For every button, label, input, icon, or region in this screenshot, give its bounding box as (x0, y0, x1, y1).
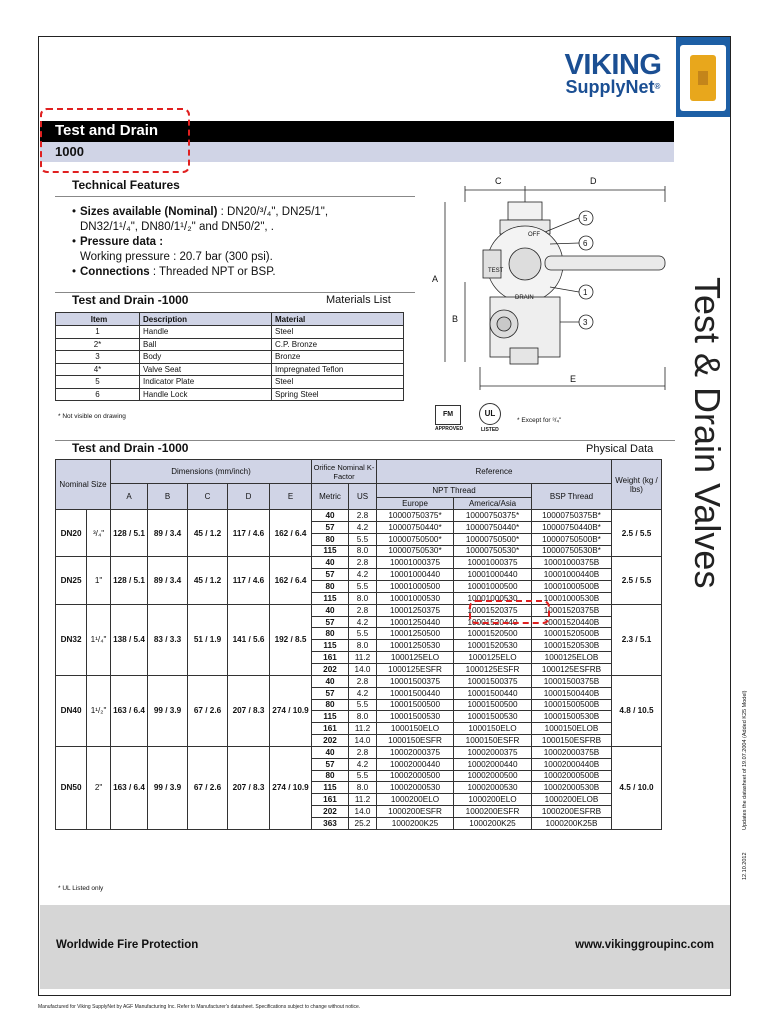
bsp-cell: 1000150ELOB (532, 723, 612, 735)
k-us-cell: 2.8 (349, 746, 377, 758)
label-drain: DRAIN (515, 295, 534, 301)
k-metric-cell: 57 (312, 569, 349, 581)
highlight-annotation-title (40, 108, 190, 173)
nominal-dn-cell: DN20 (56, 510, 87, 557)
bsp-cell: 10001500530B (532, 711, 612, 723)
npt-europe-cell: 10001250440 (377, 616, 454, 628)
dim-b-cell: 89 / 3.4 (148, 557, 188, 604)
ul-listed-logo: UL (479, 403, 501, 425)
npt-europe-cell: 10001250500 (377, 628, 454, 640)
k-us-cell: 8.0 (349, 782, 377, 794)
callout-6: 6 (583, 239, 588, 248)
k-us-cell: 11.2 (349, 652, 377, 664)
npt-europe-cell: 1000200ELO (377, 794, 454, 806)
nominal-inch-cell: 1¹/₄" (87, 604, 111, 675)
table-row (56, 604, 662, 616)
npt-america-cell: 1000200ELO (454, 794, 532, 806)
npt-europe-cell: 1000150ESFR (377, 735, 454, 747)
k-us-cell: 25.2 (349, 817, 377, 829)
footer-tagline: Worldwide Fire Protection (56, 939, 199, 951)
dim-a-cell: 163 / 6.4 (111, 746, 148, 829)
materials-row (56, 388, 404, 401)
npt-america-cell: 1000125ELO (454, 652, 532, 664)
npt-europe-cell: 10001000375 (377, 557, 454, 569)
k-us-cell: 4.2 (349, 569, 377, 581)
dim-label-e: E (570, 374, 577, 384)
dim-label-d: D (590, 176, 597, 186)
npt-america-cell: 10001520440 (454, 616, 532, 628)
bsp-cell: 1000200K25B (532, 817, 612, 829)
item-cell: 2* (56, 338, 140, 351)
k-metric-cell: 57 (312, 616, 349, 628)
npt-america-cell: 1000150ESFR (454, 735, 532, 747)
k-us-cell: 8.0 (349, 592, 377, 604)
dim-b-cell: 99 / 3.9 (148, 675, 188, 746)
dim-d-cell: 117 / 4.6 (228, 510, 270, 557)
nominal-inch-cell: 2" (87, 746, 111, 829)
th-bsp: BSP Thread (532, 484, 612, 510)
k-us-cell: 5.5 (349, 770, 377, 782)
k-us-cell: 2.8 (349, 510, 377, 522)
materials-note: * Not visible on drawing (58, 413, 126, 420)
dim-c-cell: 45 / 1.2 (188, 510, 228, 557)
description-cell: Ball (140, 338, 272, 351)
npt-america-cell: 10001500440 (454, 687, 532, 699)
k-us-cell: 4.2 (349, 521, 377, 533)
npt-america-cell: 10001000375 (454, 557, 532, 569)
npt-europe-cell: 10002000440 (377, 758, 454, 770)
k-us-cell: 5.5 (349, 699, 377, 711)
bsp-cell: 10001500500B (532, 699, 612, 711)
npt-america-cell: 10001520500 (454, 628, 532, 640)
k-us-cell: 11.2 (349, 794, 377, 806)
npt-america-cell: 1000125ESFR (454, 663, 532, 675)
fm-approved-logo: FM (435, 405, 461, 425)
label-test: TEST (488, 268, 504, 274)
th-npt: NPT Thread (377, 484, 532, 498)
footer (40, 905, 730, 989)
npt-europe-cell: 10000750530* (377, 545, 454, 557)
nominal-dn-cell: DN50 (56, 746, 87, 829)
dim-d-cell: 207 / 8.3 (228, 675, 270, 746)
feature-sizes-cont: DN32/1¹/₄", DN80/1¹/₂" and DN50/2", . (80, 221, 274, 233)
material-cell: Bronze (272, 351, 404, 364)
k-us-cell: 4.2 (349, 687, 377, 699)
th-europe: Europe (377, 498, 454, 510)
bsp-cell: 10001000500B (532, 581, 612, 593)
bsp-cell: 1000125ELOB (532, 652, 612, 664)
k-us-cell: 8.0 (349, 640, 377, 652)
dim-a-cell: 128 / 5.1 (111, 557, 148, 604)
npt-america-cell: 10001000440 (454, 569, 532, 581)
bsp-cell: 10001000530B (532, 592, 612, 604)
k-metric-cell: 115 (312, 711, 349, 723)
k-metric-cell: 161 (312, 652, 349, 664)
item-cell: 3 (56, 351, 140, 364)
npt-europe-cell: 10001250375 (377, 604, 454, 616)
npt-america-cell: 10002000440 (454, 758, 532, 770)
weight-cell: 2.5 / 5.5 (612, 510, 662, 557)
weight-cell: 4.8 / 10.5 (612, 675, 662, 746)
npt-america-cell: 10002000375 (454, 746, 532, 758)
k-metric-cell: 57 (312, 758, 349, 770)
label-off: OFF (528, 232, 540, 238)
dim-b-cell: 89 / 3.4 (148, 510, 188, 557)
physical-heading: Test and Drain -1000 (72, 441, 189, 455)
weight-cell: 2.3 / 5.1 (612, 604, 662, 675)
k-metric-cell: 161 (312, 723, 349, 735)
callout-3: 3 (583, 318, 588, 327)
dim-c-cell: 67 / 2.6 (188, 675, 228, 746)
npt-america-cell: 10001520375 (454, 604, 532, 616)
k-us-cell: 5.5 (349, 581, 377, 593)
dim-d-cell: 141 / 5.6 (228, 604, 270, 675)
description-cell: Body (140, 351, 272, 364)
k-metric-cell: 202 (312, 735, 349, 747)
th-us: US (349, 484, 377, 510)
weight-cell: 2.5 / 5.5 (612, 557, 662, 604)
technical-features-heading: Technical Features (72, 178, 180, 192)
npt-america-cell: 10000750530* (454, 545, 532, 557)
callout-1: 1 (583, 288, 588, 297)
side-title: Test & Drain Valves (687, 277, 728, 589)
npt-europe-cell: 10001500440 (377, 687, 454, 699)
npt-europe-cell: 1000125ELO (377, 652, 454, 664)
k-us-cell: 2.8 (349, 604, 377, 616)
k-us-cell: 14.0 (349, 806, 377, 818)
weight-cell: 4.5 / 10.0 (612, 746, 662, 829)
dim-b-cell: 83 / 3.3 (148, 604, 188, 675)
th-e: E (270, 484, 312, 510)
k-metric-cell: 202 (312, 806, 349, 818)
k-us-cell: 14.0 (349, 735, 377, 747)
update-note: Updates the datasheet of 19.07.2004 (Added K25 Model) (742, 690, 748, 830)
th-d: D (228, 484, 270, 510)
dim-e-cell: 274 / 10.9 (270, 675, 312, 746)
npt-europe-cell: 10002000375 (377, 746, 454, 758)
physical-caption: Physical Data (586, 443, 654, 455)
feature-pressure-cont: Working pressure : 20.7 bar (300 psi). (80, 251, 273, 263)
k-us-cell: 5.5 (349, 533, 377, 545)
k-metric-cell: 40 (312, 675, 349, 687)
material-cell: Spring Steel (272, 388, 404, 401)
issue-date: 12.10.2012 (742, 852, 748, 880)
technical-features-list (72, 205, 328, 280)
dim-e-cell: 162 / 6.4 (270, 557, 312, 604)
npt-america-cell: 10001500375 (454, 675, 532, 687)
certifications (435, 403, 595, 433)
cert-note: * Except for ³/₄" (517, 417, 562, 424)
bsp-cell: 1000200ELOB (532, 794, 612, 806)
k-metric-cell: 57 (312, 521, 349, 533)
valve-drawing (420, 172, 670, 437)
npt-europe-cell: 10001500530 (377, 711, 454, 723)
feature-pressure: • Pressure data : (72, 236, 164, 248)
footer-website-link[interactable]: www.vikinggroupinc.com (575, 939, 714, 951)
k-metric-cell: 80 (312, 581, 349, 593)
ul-label: LISTED (481, 427, 499, 433)
nominal-inch-cell: 1" (87, 557, 111, 604)
dim-b-cell: 99 / 3.9 (148, 746, 188, 829)
th-weight: Weight (kg / lbs) (612, 460, 662, 510)
bsp-cell: 10001520440B (532, 616, 612, 628)
k-us-cell: 11.2 (349, 723, 377, 735)
dim-c-cell: 45 / 1.2 (188, 557, 228, 604)
dim-label-a: A (432, 274, 439, 284)
col-material: Material (272, 313, 404, 326)
dim-c-cell: 67 / 2.6 (188, 746, 228, 829)
th-metric: Metric (312, 484, 349, 510)
th-a: A (111, 484, 148, 510)
npt-america-cell: 10001500530 (454, 711, 532, 723)
npt-america-cell: 1000150ELO (454, 723, 532, 735)
feature-connections: • Connections : Threaded NPT or BSP. (72, 266, 276, 278)
npt-europe-cell: 10001250530 (377, 640, 454, 652)
dim-a-cell: 163 / 6.4 (111, 675, 148, 746)
k-us-cell: 2.8 (349, 675, 377, 687)
materials-row (56, 351, 404, 364)
nominal-inch-cell: 1¹/₂" (87, 675, 111, 746)
npt-europe-cell: 10001000500 (377, 581, 454, 593)
bsp-cell: 10001000375B (532, 557, 612, 569)
th-nominal: Nominal Size (56, 460, 111, 510)
physical-data-table (55, 459, 662, 830)
materials-caption: Materials List (326, 294, 391, 306)
bsp-cell: 10002000500B (532, 770, 612, 782)
viking-logo (558, 50, 668, 96)
description-cell: Valve Seat (140, 363, 272, 376)
side-title-strip (676, 117, 730, 589)
th-c: C (188, 484, 228, 510)
bsp-cell: 1000150ESFRB (532, 735, 612, 747)
item-cell: 6 (56, 388, 140, 401)
k-us-cell: 4.2 (349, 758, 377, 770)
k-us-cell: 4.2 (349, 616, 377, 628)
k-metric-cell: 115 (312, 592, 349, 604)
bsp-cell: 1000200ESFRB (532, 806, 612, 818)
bsp-cell: 1000125ESFRB (532, 663, 612, 675)
k-us-cell: 2.8 (349, 557, 377, 569)
model-number: 1000 (55, 144, 84, 159)
npt-america-cell: 10002000530 (454, 782, 532, 794)
col-item: Item (56, 313, 140, 326)
npt-america-cell: 10001500500 (454, 699, 532, 711)
th-b: B (148, 484, 188, 510)
k-metric-cell: 202 (312, 663, 349, 675)
bsp-cell: 10001000440B (532, 569, 612, 581)
npt-europe-cell: 1000200ESFR (377, 806, 454, 818)
bsp-cell: 10001500440B (532, 687, 612, 699)
material-cell: Impregnated Teflon (272, 363, 404, 376)
npt-america-cell: 10001000530 (454, 592, 532, 604)
npt-america-cell: 10002000500 (454, 770, 532, 782)
bsp-cell: 10002000530B (532, 782, 612, 794)
table-row (56, 557, 662, 569)
npt-europe-cell: 10000750440* (377, 521, 454, 533)
k-metric-cell: 40 (312, 604, 349, 616)
k-metric-cell: 57 (312, 687, 349, 699)
section-divider (55, 196, 415, 197)
dim-a-cell: 128 / 5.1 (111, 510, 148, 557)
materials-heading: Test and Drain -1000 (72, 293, 189, 307)
page-title: Test and Drain (55, 122, 159, 139)
dim-label-b: B (452, 314, 459, 324)
npt-europe-cell: 10001500500 (377, 699, 454, 711)
item-cell: 1 (56, 326, 140, 339)
k-us-cell: 8.0 (349, 711, 377, 723)
k-metric-cell: 40 (312, 510, 349, 522)
k-us-cell: 8.0 (349, 545, 377, 557)
k-metric-cell: 161 (312, 794, 349, 806)
material-cell: Steel (272, 326, 404, 339)
bsp-cell: 10002000375B (532, 746, 612, 758)
bsp-cell: 10001500375B (532, 675, 612, 687)
valve-diagram (420, 172, 670, 437)
k-us-cell: 5.5 (349, 628, 377, 640)
th-reference: Reference (377, 460, 612, 484)
k-metric-cell: 115 (312, 782, 349, 794)
k-metric-cell: 80 (312, 628, 349, 640)
k-metric-cell: 40 (312, 557, 349, 569)
table-row (56, 675, 662, 687)
dim-a-cell: 138 / 5.4 (111, 604, 148, 675)
materials-table (55, 312, 404, 401)
npt-europe-cell: 10000750500* (377, 533, 454, 545)
k-metric-cell: 363 (312, 817, 349, 829)
description-cell: Indicator Plate (140, 376, 272, 389)
bsp-cell: 10001520530B (532, 640, 612, 652)
materials-row (56, 363, 404, 376)
materials-row (56, 326, 404, 339)
table-row (56, 746, 662, 758)
dim-e-cell: 162 / 6.4 (270, 510, 312, 557)
dim-d-cell: 207 / 8.3 (228, 746, 270, 829)
npt-europe-cell: 10001500375 (377, 675, 454, 687)
npt-america-cell: 10000750375* (454, 510, 532, 522)
materials-row (56, 376, 404, 389)
highlight-annotation-cell (469, 600, 550, 624)
npt-europe-cell: 1000125ESFR (377, 663, 454, 675)
k-metric-cell: 115 (312, 545, 349, 557)
item-cell: 4* (56, 363, 140, 376)
k-metric-cell: 80 (312, 533, 349, 545)
th-america: America/Asia (454, 498, 532, 510)
materials-row (56, 338, 404, 351)
k-metric-cell: 80 (312, 770, 349, 782)
npt-america-cell: 10001000500 (454, 581, 532, 593)
npt-europe-cell: 1000150ELO (377, 723, 454, 735)
brand-strip (676, 37, 730, 117)
dim-e-cell: 274 / 10.9 (270, 746, 312, 829)
dim-d-cell: 117 / 4.6 (228, 557, 270, 604)
npt-america-cell: 1000200K25 (454, 817, 532, 829)
npt-europe-cell: 1000200K25 (377, 817, 454, 829)
physical-note: * UL Listed only (58, 885, 104, 892)
k-metric-cell: 115 (312, 640, 349, 652)
th-dims: Dimensions (mm/inch) (111, 460, 312, 484)
col-description: Description (140, 313, 272, 326)
npt-america-cell: 10000750500* (454, 533, 532, 545)
k-us-cell: 14.0 (349, 663, 377, 675)
bsp-cell: 10000750375B* (532, 510, 612, 522)
bsp-cell: 10000750500B* (532, 533, 612, 545)
fm-label: APPROVED (435, 426, 464, 432)
k-metric-cell: 80 (312, 699, 349, 711)
nominal-dn-cell: DN40 (56, 675, 87, 746)
npt-america-cell: 10000750440* (454, 521, 532, 533)
nominal-dn-cell: DN25 (56, 557, 87, 604)
bsp-cell: 10002000440B (532, 758, 612, 770)
logo-viking-text: VIKING (564, 49, 662, 81)
nominal-inch-cell: ³/₄" (87, 510, 111, 557)
feature-sizes: • Sizes available (Nominal) : DN20/³/₄", DN25/1", (72, 206, 329, 218)
npt-europe-cell: 10002000500 (377, 770, 454, 782)
manufacturer-note: Manufactured for Viking SupplyNet by AGF Manufacturing Inc. Refer to Manufacturer's datasheet. Specifications subject to change without notice. (38, 1004, 361, 1010)
bsp-cell: 10000750440B* (532, 521, 612, 533)
description-cell: Handle Lock (140, 388, 272, 401)
nominal-dn-cell: DN32 (56, 604, 87, 675)
bsp-cell: 10000750530B* (532, 545, 612, 557)
k-metric-cell: 40 (312, 746, 349, 758)
npt-europe-cell: 10001000440 (377, 569, 454, 581)
table-row (56, 510, 662, 522)
dim-label-c: C (495, 176, 502, 186)
material-cell: C.P. Bronze (272, 338, 404, 351)
npt-europe-cell: 10000750375* (377, 510, 454, 522)
valve-icon (690, 55, 716, 101)
description-cell: Handle (140, 326, 272, 339)
npt-europe-cell: 10001000530 (377, 592, 454, 604)
dim-c-cell: 51 / 1.9 (188, 604, 228, 675)
npt-europe-cell: 10002000530 (377, 782, 454, 794)
callout-5: 5 (583, 214, 588, 223)
bsp-cell: 10001520375B (532, 604, 612, 616)
bsp-cell: 10001520500B (532, 628, 612, 640)
npt-america-cell: 1000200ESFR (454, 806, 532, 818)
material-cell: Steel (272, 376, 404, 389)
th-orifice: Orifice Nominal K-Factor (312, 460, 377, 484)
item-cell: 5 (56, 376, 140, 389)
npt-america-cell: 10001520530 (454, 640, 532, 652)
dim-e-cell: 192 / 8.5 (270, 604, 312, 675)
logo-supplynet-text: SupplyNet® (565, 77, 661, 97)
